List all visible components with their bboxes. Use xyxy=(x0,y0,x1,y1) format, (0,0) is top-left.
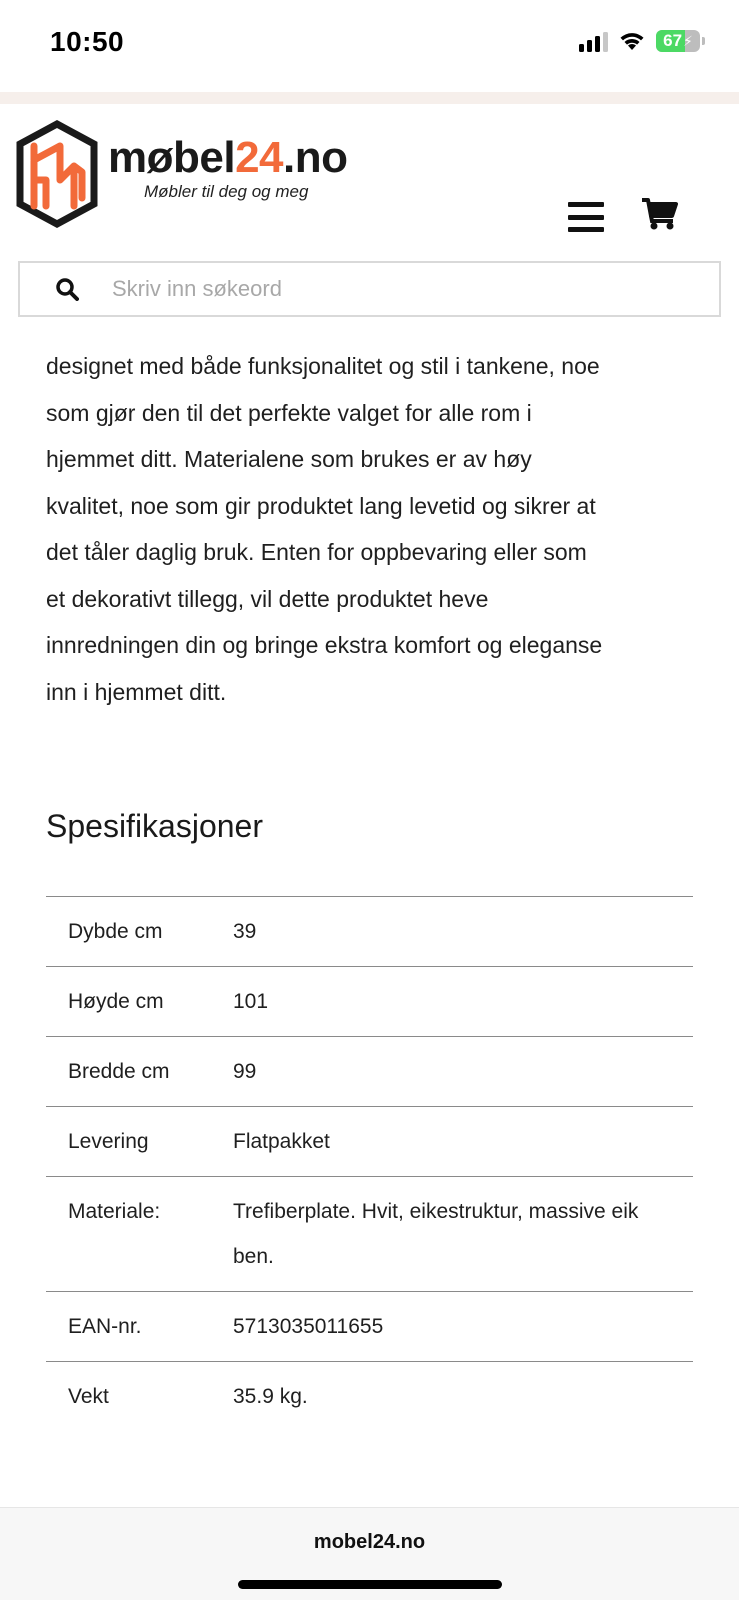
status-indicators xyxy=(579,30,705,52)
table-row xyxy=(46,1292,693,1362)
status-bar xyxy=(0,0,739,92)
logo-hexagon-icon xyxy=(16,120,98,228)
battery-icon xyxy=(656,30,700,52)
spec-value: Flatpakket xyxy=(233,1130,330,1153)
spec-value: Trefiberplate. Hvit, eikestruktur, massive eik ben. xyxy=(233,1200,639,1268)
description-line: innredningen din og bringe ekstra komfort og eleganse xyxy=(46,632,603,658)
table-row xyxy=(46,1107,693,1177)
brand-tagline: Møbler til deg og meg xyxy=(144,182,309,201)
description-line: et dekorativt tillegg, vil dette produktet heve xyxy=(46,585,489,612)
battery-cap xyxy=(702,37,705,45)
specifications-heading: Spesifikasjoner xyxy=(46,808,263,844)
spec-label: Vekt xyxy=(68,1385,109,1408)
spec-label: EAN-nr. xyxy=(68,1315,142,1338)
status-time: 10:50 xyxy=(50,26,125,57)
table-row xyxy=(46,897,693,967)
spec-value: 99 xyxy=(233,1060,257,1083)
specifications-table xyxy=(46,896,693,1431)
brand-name xyxy=(108,133,348,182)
spec-value: 39 xyxy=(233,920,257,943)
table-row xyxy=(46,1362,693,1432)
spec-label: Høyde cm xyxy=(68,990,164,1013)
wifi-icon xyxy=(618,30,646,52)
product-description xyxy=(46,343,706,715)
spec-label: Dybde cm xyxy=(68,920,163,943)
description-line: som gjør den til det perfekte valget for alle rom i xyxy=(46,399,532,426)
search-icon[interactable] xyxy=(52,274,82,304)
cart-icon[interactable] xyxy=(642,198,678,235)
description-line: designet med både funksjonalitet og stil i tankene, noe xyxy=(46,353,600,379)
hamburger-icon[interactable] xyxy=(568,202,604,232)
browser-address-bar[interactable] xyxy=(0,1507,739,1600)
charging-bolt-icon: ⚡ xyxy=(683,32,693,49)
site-logo[interactable] xyxy=(16,120,348,228)
url-text[interactable]: mobel24.no xyxy=(313,1531,426,1553)
description-line: det tåler daglig bruk. Enten for oppbevaring eller som xyxy=(46,539,587,565)
spec-value: 35.9 kg. xyxy=(233,1385,308,1408)
description-line: inn i hjemmet ditt. xyxy=(46,678,227,705)
search-bar xyxy=(18,261,721,317)
spec-value: 5713035011655 xyxy=(233,1315,384,1338)
brand-name-suffix: .no xyxy=(283,133,348,182)
spec-label: Bredde cm xyxy=(68,1060,170,1083)
brand-name-number: 24 xyxy=(235,133,284,182)
table-row xyxy=(46,1037,693,1107)
spec-label: Materiale: xyxy=(68,1200,161,1223)
spec-label: Levering xyxy=(68,1130,149,1153)
table-row xyxy=(46,1177,693,1292)
description-line: kvalitet, noe som gir produktet lang levetid og sikrer at xyxy=(46,492,596,519)
home-indicator[interactable] xyxy=(238,1580,502,1589)
cellular-signal-icon xyxy=(579,30,608,52)
top-strip xyxy=(0,92,739,104)
search-input[interactable] xyxy=(112,276,672,302)
site-header xyxy=(0,104,739,254)
description-line: hjemmet ditt. Materialene som brukes er av høy xyxy=(46,446,532,472)
spec-value: 101 xyxy=(233,990,269,1013)
table-row xyxy=(46,967,693,1037)
brand-name-prefix: møbel xyxy=(108,133,236,182)
battery-level: 67 xyxy=(663,31,683,50)
